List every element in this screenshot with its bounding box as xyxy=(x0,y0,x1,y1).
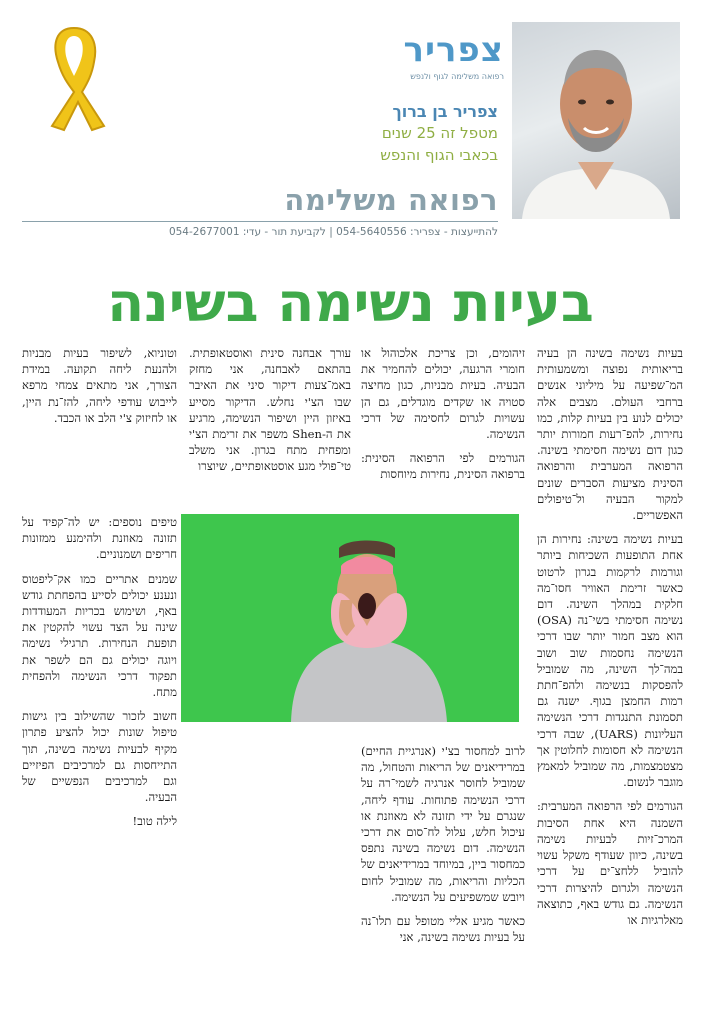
article-column-4-top xyxy=(22,345,177,513)
article-column-4-bottom xyxy=(22,514,177,994)
contact-line: להתייעצות - צפריר: 054-5640556 | לקביעת תור - עדי: 054-2677001 xyxy=(168,226,498,238)
yawning-man-photo xyxy=(181,514,519,722)
paragraph: לילה טוב! xyxy=(132,814,177,829)
paragraph: זיהומים, וכן צריכת אלכוהול או חומרי הרגעה, יכולים להחמיר את הבעיה. בעיות מבניות, כגון מחיצה סטויה או שקדים מוגדלים, גם הן עשויות לגרום לחסימה של דרכי הנשימה. xyxy=(361,346,525,442)
article-column-1 xyxy=(537,345,683,995)
paragraph: בעיות נשימה בשינה: נחירות הן אחת התופעות השכיחות ביותר וגורמות לרקמות בגרון לרטוט כאשר זרימת האוויר חסו־מה חלקית במהלך השינה. דום נשימה חסימתי בשי־נה (OSA) הוא מצב חמור יותר שבו דרכי הנשימה נחסמות שוב ושוב במה־לך השינה, מה שמוביל להפסקות בנשימה ולהפ־חתת רמות החמצן בגוף. ישנה גם תסמונת התנגדות דרכי הנשימה העליונות (UARS), שבה דרכי הנשימה לא חסומות לחלוטין אך מצטמצמות, מה שמוביל למאמץ מוגבר לנשום. xyxy=(537,532,683,790)
logo xyxy=(318,30,504,86)
paragraph: עורך אבחנה סינית ואוסטאופתית. בהתאם לאבחנה, אני מחזק באמ־צעות דיקור סיני את האיבר שבו הצ'י נחלש. הדיקור מסייע באיזון היין ושיפור הנשימה, מרגיע את ה-Shen משפר את זרימת הצ'י ומפחית מתח בגרון. אני משלב טי־פולי מגע אוסטאופתיים, שיוצרו xyxy=(189,346,351,474)
article-column-3-top xyxy=(189,345,351,513)
paragraph: חשוב לזכור שהשילוב בין גישות טיפול שונות יכול להציע פתרון מקיף לבעיות נשימה בשינה, תוך התייחסות גם למרכיבים הפיזיים וגם למרכיבים הנפשיים של הבעיה. xyxy=(22,709,177,805)
author-experience: מטפל זה 25 שנים xyxy=(381,124,498,142)
paragraph: שמנים אתריים כמו אק־ליפטוס ונענע יכולים לסייע בהפחתת גודש באף, ושימוש בכריות המעודדות שינה על הצד עשוי להקטין את תופעת הנחירות. תרגילי נשימה ויוגה יכולים גם הם לשפר את תפקוד דרכי הנשימה ולהפחית מתח. xyxy=(22,571,177,700)
paragraph: טיפים נוספים: יש לה־קפיד על תזונה מאוזנת ולהימנע ממזונות חריפים ושמנוניים. xyxy=(22,515,177,562)
paragraph: לרוב למחסור בצ'י (אנרגיית החיים) במרידיאנים של הריאות והטחול, מה שמוביל לחוסר אנרגיה לשמי־רה על דרכי הנשימה פתוחות. עודף ליחה, שנגרם על ידי תזונה לא מאוזנת או עיכול חלש, עלול לח־סום את דרכי הנשימה. דום נשימה בשינה נתפס כמחסור ביין, במיוחד במרידיאנים של הכליות והריאות, מה שמוביל לחום ויובש שמשפיעים על הנשימה. xyxy=(361,744,525,904)
author-specialty: בכאבי הגוף והנפש xyxy=(380,146,498,164)
paragraph: הגורמים לפי הרפואה המערבית: השמנה היא אחת הסיבות המרכ־זיות לבעיות נשימה בשינה, כיוון שעודף משקל עשוי להוביל ללחצ־ים על דרכי הנשימה ולגרום להיצרות דרכי הנשימה. גם גודש באף, כתוצאה מאלרגיות או xyxy=(537,799,683,927)
paragraph: וטוניוא, לשיפור בעיות מבניות ולהנעת ליחה תקועה. במידת הצורך, אני מתאים צמחי מרפא לייבוש עודפי ליחה, להז־נת היין, או לחיזוק צ'י הלב או הכבד. xyxy=(22,346,177,425)
article-column-2-top xyxy=(361,345,525,513)
article-headline: בעיות נשימה בשינה xyxy=(107,271,594,334)
yellow-ribbon-icon xyxy=(38,22,110,132)
paragraph: בעיות נשימה בשינה הן בעיה בריאותית נפוצה ומשמעותית המ־שפיעה על מיליוני אנשים ברחבי העולם. מצבים אלה יכולים לנוע בין בעיות קלות, כמו נחירות, להפ־רעות חמורות יותר כגון דום נשימה חסימתי בשינה. הרפואה המערבית והרפואה הסינית מציעות הסברים שונים למקור הבעיה ול־טיפולים האפשריים. xyxy=(537,346,683,523)
paragraph: כאשר מגיע אליי מטופל עם תלו־נה על בעיות נשימה בשינה, אני xyxy=(361,914,525,945)
divider xyxy=(22,221,498,222)
author-name: צפריר בן ברוך xyxy=(392,102,498,121)
author-portrait xyxy=(512,22,680,219)
portrait-illustration xyxy=(512,22,680,219)
logo-text: צפריר xyxy=(403,30,504,70)
article-column-2-bottom xyxy=(361,743,525,993)
section-title: רפואה משלימה xyxy=(284,183,498,217)
yawning-man-illustration xyxy=(181,514,519,722)
paragraph: הגורמים לפי הרפואה הסינית: ברפואה הסינית, נחירות מיוחסות xyxy=(361,451,525,482)
logo-subtitle: רפואה משלימה לגוף ולנפש xyxy=(410,72,504,81)
